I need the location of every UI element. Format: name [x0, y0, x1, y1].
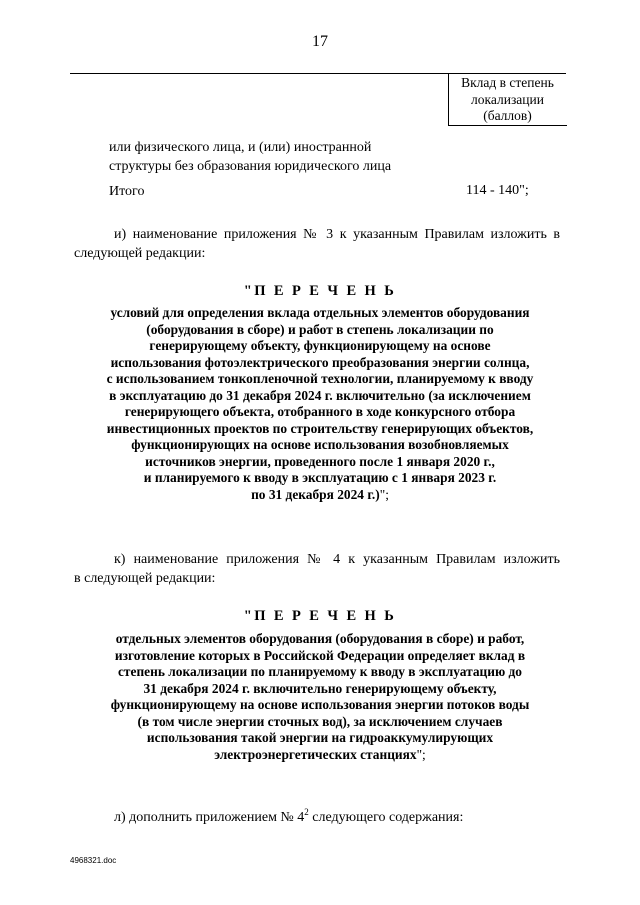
list-3-title	[70, 305, 570, 503]
list-3-line: генерирующему объекту, функционирующему на основе	[149, 338, 491, 353]
list-3-line: генерирующего объекта, отобранного в ходе конкурсного отбора	[124, 404, 516, 419]
document-code: 4968321.doc	[70, 856, 117, 865]
paragraph-l-text-end: следующего содержания:	[308, 810, 464, 825]
list-3-line: (оборудования в сборе) и работ в степень локализации по	[146, 321, 494, 337]
list-3-line: с использованием тонкопленочной технологии, планируемому к вводу	[106, 371, 534, 386]
paragraph-k-line-2: в следующей редакции:	[74, 571, 216, 586]
list-4-line: (в том числе энергии сточных вод), за исключением случаев	[137, 713, 503, 729]
list-4-closing: ";	[416, 746, 426, 762]
list-3-line: источников энергии, проведенного после 1 января 2020 г.,	[145, 453, 495, 469]
column-header-line-2: локализации	[471, 91, 544, 107]
column-header-line-3: (баллов)	[483, 108, 532, 123]
paragraph-l-superscript: 2	[304, 807, 309, 817]
list-4-line: функционирующему на основе использования энергии потоков воды	[110, 697, 530, 712]
list-4-heading: "П Е Р Е Ч Е Н Ь	[243, 608, 397, 624]
paragraph-k	[74, 550, 560, 588]
list-4-last-line	[70, 747, 570, 764]
paragraph-k-line-1: к) наименование приложения № 4 к указанным Правилам изложить	[114, 552, 560, 567]
column-header-line-1: Вклад в степень	[461, 75, 554, 90]
list-3-line: в эксплуатацию до 31 декабря 2024 г. включительно (за исключением	[109, 387, 531, 403]
page-number: 17	[312, 33, 328, 50]
list-4-line: 31 декабря 2024 г. включительно генерирующему объекту,	[143, 680, 497, 696]
list-3-line: и планируемого к вводу в эксплуатацию с 1 января 2023 г.	[143, 470, 497, 485]
paragraph-i-line-1: и) наименование приложения № 3 к указанным Правилам изложить в	[114, 227, 560, 242]
list-3-heading: "П Е Р Е Ч Е Н Ь	[243, 283, 397, 299]
list-4-title	[70, 631, 570, 763]
total-value: 114 - 140";	[466, 183, 529, 198]
paragraph-i-line-2: следующей редакции:	[74, 246, 206, 261]
list-3-line: условий для определения вклада отдельных элементов оборудования	[110, 305, 530, 320]
list-4-line: отдельных элементов оборудования (оборудования в сборе) и работ,	[115, 631, 525, 646]
table-column-header	[449, 75, 566, 125]
list-3-line: функционирующих на основе использования возобновляемых	[131, 437, 509, 452]
paragraph-l	[114, 807, 463, 826]
list-4-line: степень локализации по планируемому к вводу в эксплуатацию до	[117, 664, 523, 679]
list-3-closing: ";	[379, 486, 389, 502]
list-4-line: использования такой энергии на гидроаккумулирующих	[146, 730, 494, 745]
total-label: Итого	[109, 184, 145, 199]
table-continuation-line-2: структуры без образования юридического лица	[109, 159, 392, 174]
list-3-last-line	[70, 487, 570, 504]
list-4-line: электроэнергетических станциях	[214, 746, 417, 762]
table-continuation-line-1: или физического лица, и (или) иностранной	[109, 140, 372, 155]
list-3-line: использования фотоэлектрического преобразования энергии солнца,	[110, 354, 530, 370]
list-3-line: инвестиционных проектов по строительству генерирующих объектов,	[106, 420, 534, 436]
paragraph-l-text: л) дополнить приложением № 4	[114, 810, 305, 825]
paragraph-i	[74, 225, 560, 263]
list-3-line: по 31 декабря 2024 г.)	[251, 486, 380, 502]
list-4-line: изготовление которых в Российской Федерации определяет вклад в	[114, 647, 526, 663]
